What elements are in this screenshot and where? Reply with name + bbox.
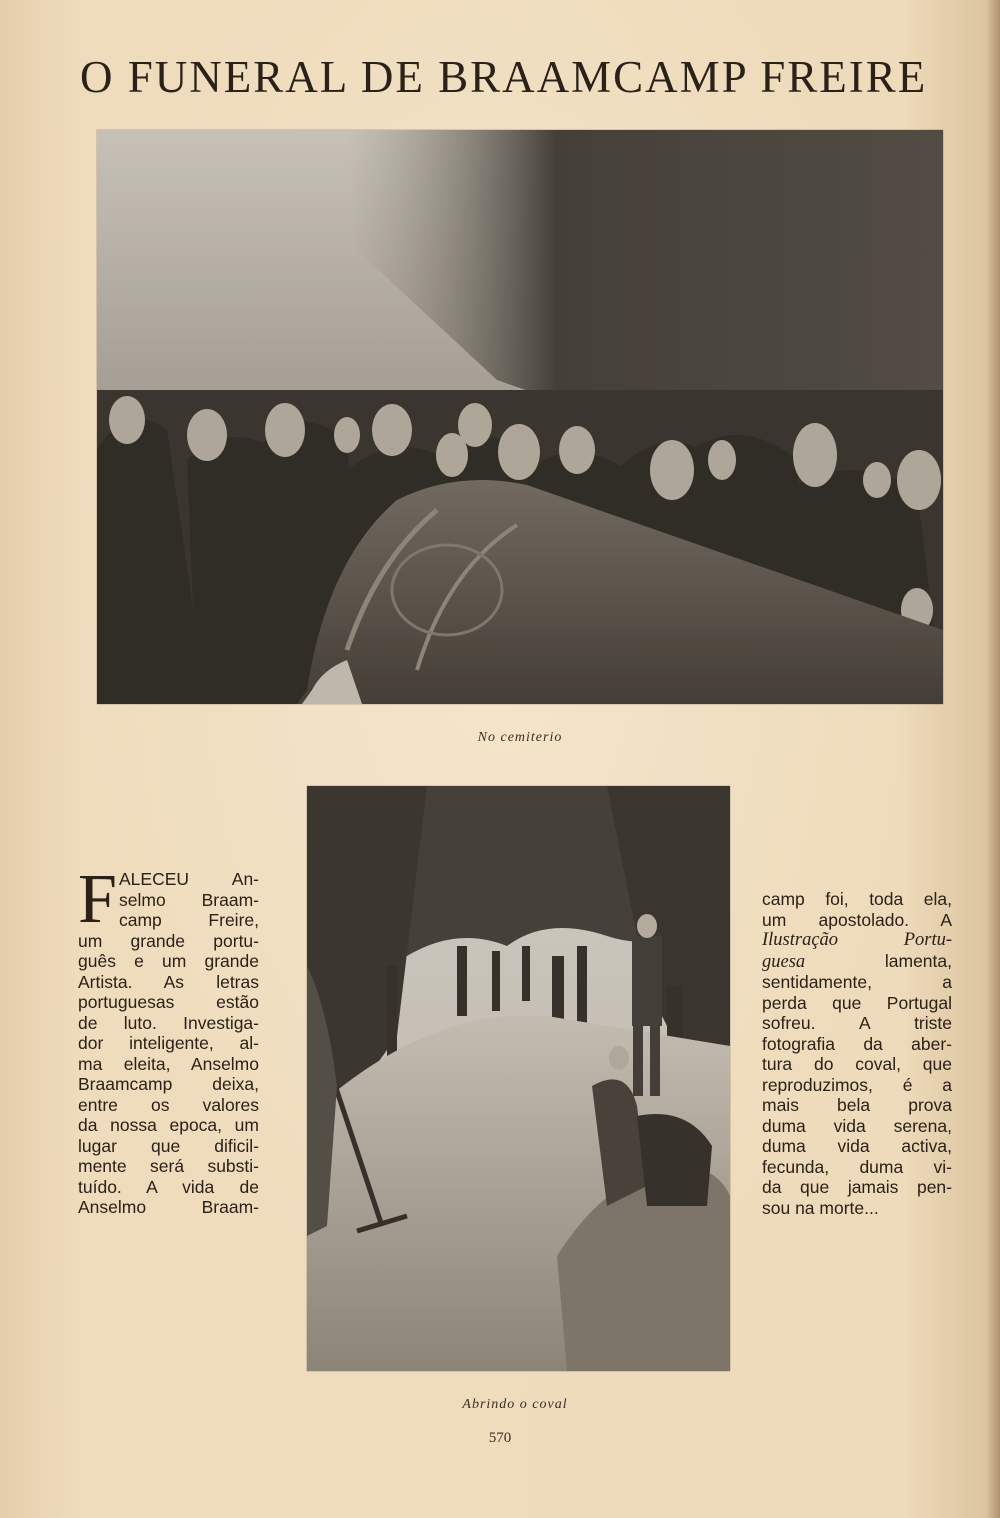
article-line: perda que Portugal (762, 992, 952, 1013)
article-italic-word: guesa (762, 951, 806, 972)
article-line: um grande portu- (78, 930, 259, 951)
article-line: selmo Braam- (119, 889, 259, 910)
article-line: camp Freire, (119, 910, 259, 930)
article-line: portuguesas estão (78, 992, 259, 1012)
article-line: duma vida serena, (762, 1115, 952, 1136)
article-line: um apostolado. A (762, 909, 952, 930)
article-line: ALECEU An- (119, 869, 259, 889)
page-title: O FUNERAL DE BRAAMCAMP FREIRE (80, 52, 928, 102)
grave-digging-photo-image (307, 786, 730, 1371)
article-line: da que jamais pen- (762, 1177, 952, 1197)
article-column-right (762, 889, 952, 1218)
page-number: 570 (488, 1430, 512, 1446)
article-line: ma eleita, Anselmo (78, 1053, 259, 1074)
article-line: Anselmo Braam- (78, 1197, 259, 1217)
article-line: lugar que dificil- (78, 1135, 259, 1156)
article-column-left (78, 861, 259, 1218)
article-line: Braamcamp deixa, (78, 1074, 259, 1094)
cemetery-photo-caption: No cemiterio (477, 730, 563, 745)
cemetery-photo (97, 130, 943, 704)
article-line: sou na morte... (762, 1197, 879, 1218)
article-line: entre os valores (78, 1094, 259, 1115)
article-line: tura do coval, que (762, 1054, 952, 1074)
article-line: Artista. As letras (78, 971, 259, 992)
article-line-rest: lamenta, (805, 950, 952, 971)
article-line: sentidamente, a (762, 972, 952, 992)
article-line: de luto. Investiga- (78, 1012, 259, 1033)
page-spine-shadow (986, 0, 1000, 1518)
article-line: mais bela prova (762, 1095, 952, 1115)
grave-digging-photo (307, 786, 730, 1371)
article-line: tuído. A vida de (78, 1176, 259, 1197)
article-drop-cap: F (78, 861, 117, 938)
article-line: fotografia da aber- (762, 1033, 952, 1054)
article-line: duma vida activa, (762, 1136, 952, 1156)
article-line: sofreu. A triste (762, 1013, 952, 1033)
article-line: dor inteligente, al- (78, 1033, 259, 1053)
article-line-italic: Ilustração Portu- (762, 930, 952, 950)
article-line: da nossa epoca, um (78, 1115, 259, 1135)
article-line-mixed (762, 951, 952, 973)
article-line: camp foi, toda ela, (762, 889, 952, 909)
article-line: mente será substi- (78, 1156, 259, 1176)
cemetery-photo-image (97, 130, 943, 704)
article-line: fecunda, duma vi- (762, 1156, 952, 1177)
article-line: reproduzimos, é a (762, 1074, 952, 1095)
grave-digging-photo-caption: Abrindo o coval (462, 1397, 568, 1412)
article-line: guês e um grande (78, 951, 259, 971)
